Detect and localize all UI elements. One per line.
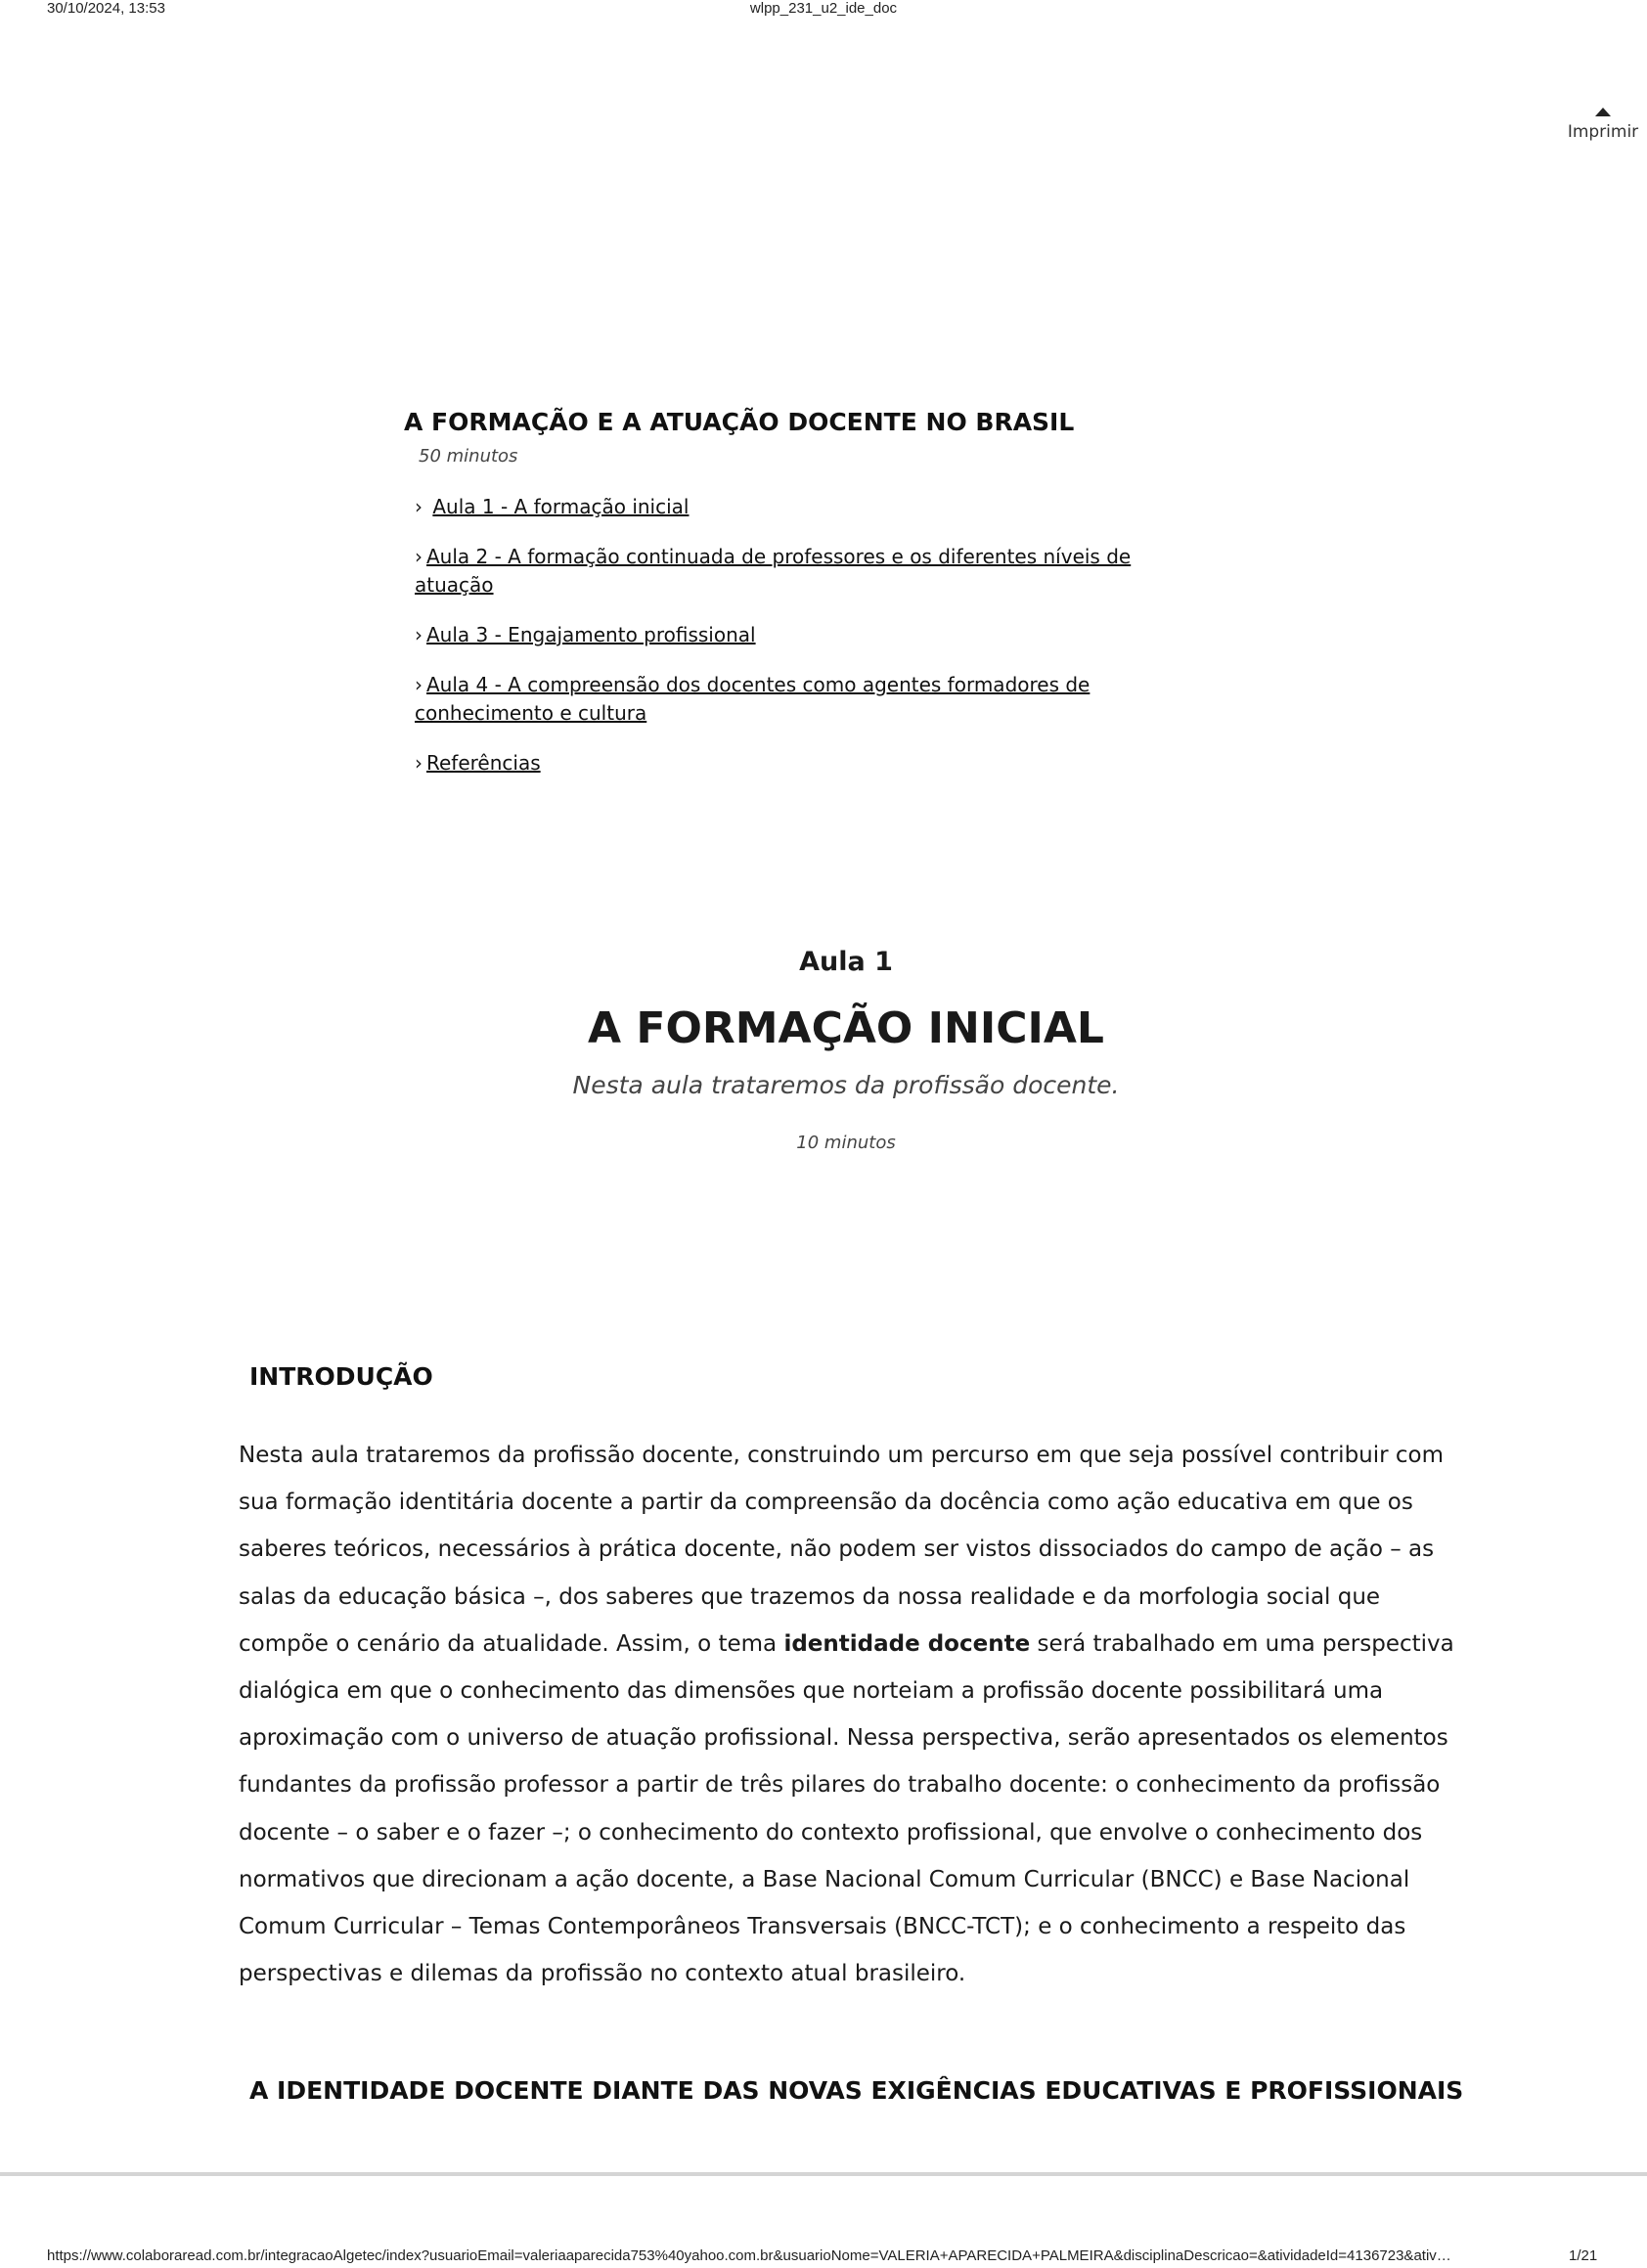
page-number: 1/21 [1569, 2247, 1598, 2264]
print-button[interactable] [1561, 108, 1645, 142]
toc-item-aula-2[interactable] [415, 543, 1147, 600]
print-doc-title: wlpp_231_u2_ide_doc [749, 0, 898, 17]
lesson-duration: 10 minutos [796, 1133, 896, 1153]
lesson-title: A FORMAÇÃO INICIAL [588, 1003, 1104, 1053]
caret-up-icon [1595, 108, 1611, 116]
unit-duration: 50 minutos [419, 446, 518, 467]
lesson-number: Aula 1 [799, 947, 893, 977]
intro-text-part-1: Nesta aula trataremos da profissão docente, construindo um percurso em que seja possível contribuir com sua formação identitária docente a partir da compreensão da docência como ação educativa em que os saberes teóricos, necessários à prática docente, não podem ser vistos dissociados do campo de ação – as salas da educação básica –, dos saberes que trazemos da nossa realidade e da morfologia social que compõe o cenário da atualidade. Assim, o tema [239, 1443, 1445, 1657]
intro-text-part-2: será trabalhado em uma perspectiva dialógica em que o conhecimento das dimensões que norteiam a profissão docente possibilitará uma aproximação com o universo de atuação profissional. Nessa perspectiva, serão apresentados os elementos fundantes da profissão professor a partir de três pilares do trabalho docente: o conhecimento da profissão docente – o saber e o fazer –; o conhecimento do contexto profissional, que envolve o conhecimento dos normativos que direcionam a ação docente, a Base Nacional Comum Curricular (BNCC) e Base Nacional Comum Curricular – Temas Contemporâneos Transversais (BNCC-TCT); e o conhecimento a respeito das perspectivas e dilemas da profissão no contexto atual brasileiro. [239, 1630, 1454, 1987]
toc-link[interactable]: Aula 4 - A compreensão dos docentes como agentes formadores de conhecimento e cultura [415, 673, 1091, 725]
intro-bold-term: identidade docente [783, 1630, 1031, 1657]
intro-paragraph [239, 1432, 1471, 1997]
toc-link[interactable]: Referências [426, 751, 541, 775]
toc-item-referencias[interactable] [415, 749, 1147, 778]
toc-link[interactable]: Aula 1 - A formação inicial [432, 495, 690, 518]
intro-heading: INTRODUÇÃO [249, 1362, 433, 1391]
print-header [0, 0, 1647, 20]
chevron-right-icon: › [415, 751, 423, 775]
toc-link[interactable]: Aula 3 - Engajamento profissional [426, 623, 756, 646]
toc-item-aula-4[interactable] [415, 671, 1147, 728]
chevron-right-icon: › [415, 673, 423, 696]
table-of-contents [404, 403, 1147, 799]
toc-item-aula-3[interactable] [415, 621, 1147, 649]
chevron-right-icon: › [415, 623, 423, 646]
print-datetime: 30/10/2024, 13:53 [47, 0, 165, 17]
divider [0, 2172, 1647, 2176]
lesson-header [0, 939, 1647, 1158]
chevron-right-icon: › [415, 495, 423, 518]
page-url: https://www.colaboraread.com.br/integracaoAlgetec/index?usuarioEmail=valeriaaparecida753%40yahoo.com.br&usuarioNome=VALERIA+APARECIDA+PALMEIRA&disciplinaDescricao=&atividadeId=4136723&ativ… [47, 2247, 1451, 2264]
toc-item-aula-1[interactable] [415, 493, 1147, 521]
toc-list [415, 493, 1147, 778]
lesson-subtitle: Nesta aula trataremos da profissão docente. [572, 1071, 1120, 1099]
chevron-right-icon: › [415, 545, 423, 568]
print-button-label: Imprimir [1567, 122, 1639, 142]
print-footer [0, 2247, 1647, 2267]
unit-title: A FORMAÇÃO E A ATUAÇÃO DOCENTE NO BRASIL [404, 408, 1075, 436]
toc-link[interactable]: Aula 2 - A formação continuada de professores e os diferentes níveis de atuação [415, 545, 1132, 597]
next-section-heading: A IDENTIDADE DOCENTE DIANTE DAS NOVAS EXIGÊNCIAS EDUCATIVAS E PROFISSIONAIS [249, 2076, 1464, 2105]
